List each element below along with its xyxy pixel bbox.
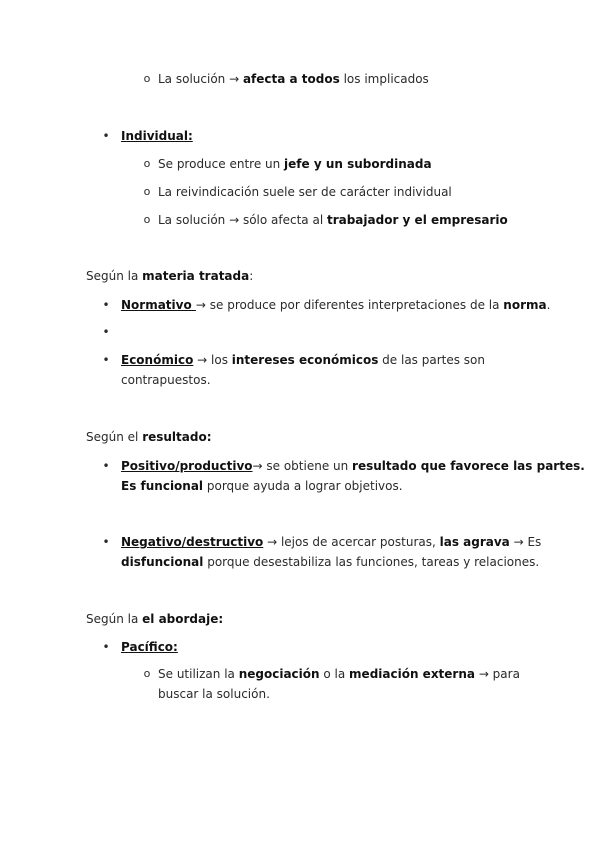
bullet: • [102, 129, 110, 143]
section-intro [86, 267, 253, 285]
list-item [121, 296, 550, 314]
bullet: • [102, 459, 110, 473]
text-bold: resultado que favorece las partes. [352, 459, 585, 473]
text-bold: materia tratada [142, 269, 250, 283]
text-bold: trabajador y el empresario [326, 213, 508, 227]
list-item [121, 533, 541, 551]
sub-bullet: o [143, 72, 151, 85]
text: La reivindicación suele ser de carácter individual [158, 185, 452, 199]
bullet: • [102, 640, 110, 654]
text: La solución → sólo afecta al [158, 213, 327, 227]
text: de las partes son [378, 353, 485, 367]
section-intro [86, 428, 212, 446]
text: o la [319, 667, 350, 681]
text-bold: norma [503, 298, 547, 312]
text: → los [193, 353, 232, 367]
text: La solución → [158, 72, 243, 86]
text: → Es [509, 535, 542, 549]
text: → para [475, 667, 520, 681]
term: Positivo/productivo [121, 459, 253, 473]
text: Se utilizan la [158, 667, 239, 681]
text: los implicados [339, 72, 429, 86]
text: → se obtiene un [252, 459, 353, 473]
text: Según la [86, 612, 143, 626]
list-item [158, 211, 508, 229]
sub-bullet: o [143, 213, 151, 226]
text-bold: jefe y un subordinada [284, 157, 432, 171]
text: Según la [86, 269, 143, 283]
list-item-continued: contrapuestos. [121, 373, 211, 387]
text-bold: mediación externa [349, 667, 475, 681]
list-item [121, 457, 585, 475]
text: . [546, 298, 551, 312]
text-bold: negociación [238, 667, 320, 681]
text-bold: Es funcional [121, 479, 204, 493]
section-intro [86, 610, 223, 628]
text-bold: disfuncional [121, 555, 204, 569]
heading-individual: Individual: [121, 129, 193, 143]
bullet: • [102, 298, 110, 312]
term: Económico [121, 353, 194, 367]
bullet: • [102, 325, 110, 339]
text: → se produce por diferentes interpretaciones de la [195, 298, 504, 312]
term: Negativo/destructivo [121, 535, 264, 549]
text-bold: el abordaje: [142, 612, 224, 626]
text-bold: resultado: [142, 430, 212, 444]
list-item-continued [121, 553, 539, 571]
paragraph [158, 70, 429, 88]
text: porque ayuda a lograr objetivos. [203, 479, 403, 493]
text: Según el [86, 430, 143, 444]
sub-bullet: o [143, 667, 151, 680]
list-item-continued: buscar la solución. [158, 687, 270, 701]
list-item [121, 351, 485, 369]
bullet: • [102, 535, 110, 549]
sub-bullet: o [143, 185, 151, 198]
text: : [249, 269, 254, 283]
term: Normativo [121, 298, 196, 312]
list-item [158, 665, 520, 683]
text: Se produce entre un [158, 157, 285, 171]
text-bold: afecta a todos [242, 72, 340, 86]
text: porque desestabiliza las funciones, tareas y relaciones. [203, 555, 540, 569]
bullet: • [102, 353, 110, 367]
list-item [158, 155, 432, 173]
list-item-continued [121, 477, 403, 495]
heading-pacifico: Pacífico: [121, 640, 178, 654]
text-bold: intereses económicos [231, 353, 379, 367]
list-item [158, 183, 452, 201]
text-bold: las agrava [439, 535, 510, 549]
sub-bullet: o [143, 157, 151, 170]
text: → lejos de acercar posturas, [263, 535, 440, 549]
